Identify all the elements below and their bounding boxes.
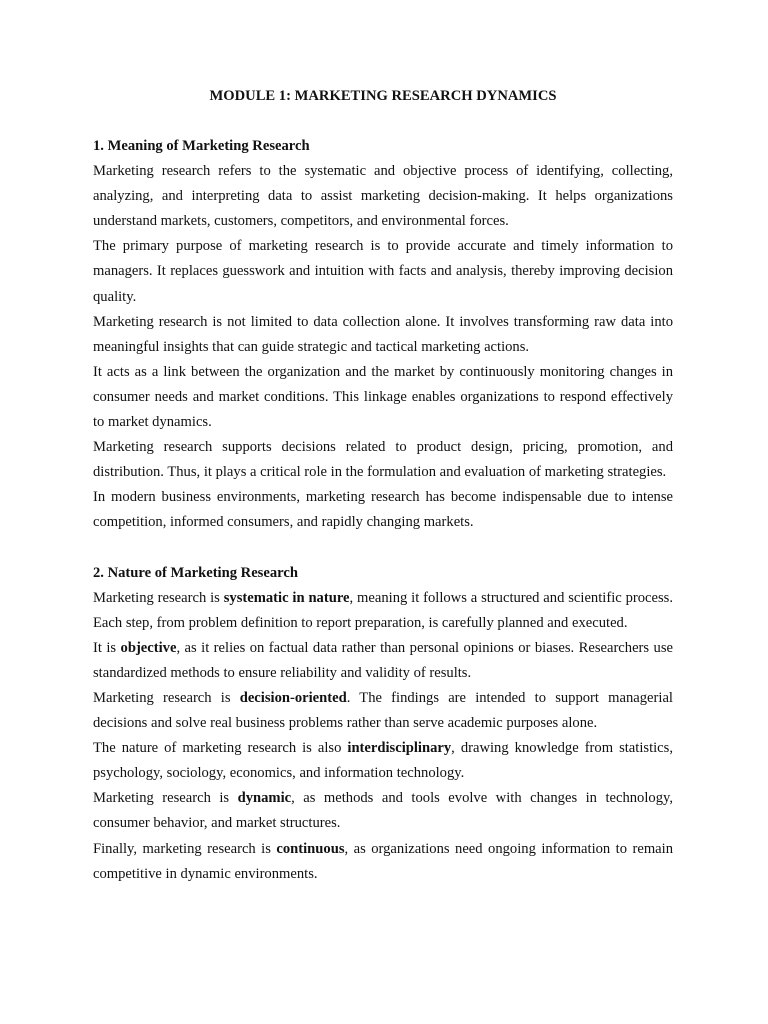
- text-run: , as it relies on factual data rather than personal opinions or biases. Researchers use standardized methods to ensure reliability and validity of results.: [93, 639, 673, 681]
- paragraph: [93, 686, 673, 736]
- text-run: It acts as a link between the organization and the market by continuously monitoring changes in consumer needs and market conditions. This linkage enables organizations to respond effectively to market dynamics.: [93, 363, 673, 431]
- paragraph: [93, 159, 673, 234]
- section-heading: 1. Meaning of Marketing Research: [93, 138, 310, 154]
- text-run: Marketing research supports decisions related to product design, pricing, promotion, and distribution. Thus, it plays a critical role in the formulation and evaluation of marketing strategies.: [93, 439, 673, 481]
- bold-term: decision-oriented: [239, 689, 347, 706]
- text-run: , as organizations need ongoing information to remain competitive in dynamic environments.: [93, 840, 673, 882]
- text-run: , drawing knowledge from statistics, psychology, sociology, economics, and information technology.: [93, 740, 673, 782]
- section-heading: 2. Nature of Marketing Research: [93, 564, 298, 581]
- bold-term: continuous: [276, 840, 345, 857]
- text-run: Marketing research is: [93, 790, 238, 807]
- section-nature: [93, 561, 673, 887]
- text-run: , as methods and tools evolve with changes in technology, consumer behavior, and market structures.: [93, 790, 673, 832]
- text-run: . The findings are intended to support managerial decisions and solve real business problems rather than serve academic purposes alone.: [93, 689, 673, 732]
- text-run: In modern business environments, marketing research has become indispensable due to intense competition, informed consumers, and rapidly changing markets.: [93, 489, 673, 531]
- paragraph: [93, 360, 673, 435]
- text-run: Marketing research refers to the systematic and objective process of identifying, collecting, analyzing, and interpreting data to assist marketing decision-making. It helps organizations understand markets, customers, competitors, and environmental forces.: [93, 163, 673, 230]
- paragraph: [93, 786, 673, 836]
- paragraph: [93, 234, 673, 309]
- bold-term: objective: [120, 639, 177, 656]
- text-run: The primary purpose of marketing research is to provide accurate and timely information to managers. It replaces guesswork and intuition with facts and analysis, thereby improving decision quality.: [93, 238, 673, 305]
- paragraph: [93, 837, 673, 887]
- section-body: [93, 586, 673, 887]
- text-run: Marketing research is not limited to data collection alone. It involves transforming raw data into meaningful insights that can guide strategic and tactical marketing actions.: [93, 313, 673, 355]
- paragraph: [93, 736, 673, 786]
- section-meaning: [93, 134, 673, 536]
- text-run: It is: [93, 639, 121, 656]
- document-page: [93, 84, 673, 887]
- paragraph: [93, 435, 673, 485]
- document-title: MODULE 1: MARKETING RESEARCH DYNAMICS: [209, 88, 557, 104]
- text-run: Finally, marketing research is: [93, 840, 277, 857]
- text-run: Marketing research is: [93, 689, 240, 706]
- paragraph: [93, 310, 673, 360]
- text-run: Marketing research is: [93, 589, 224, 606]
- section-body: [93, 159, 673, 535]
- paragraph: [93, 636, 673, 686]
- text-run: , meaning it follows a structured and scientific process. Each step, from problem definition to report preparation, is carefully planned and executed.: [93, 589, 673, 631]
- bold-term: dynamic: [237, 790, 292, 807]
- bold-term: interdisciplinary: [347, 740, 452, 757]
- bold-term: systematic in nature: [223, 589, 350, 606]
- paragraph: [93, 485, 673, 535]
- text-run: The nature of marketing research is also: [93, 740, 348, 757]
- paragraph: [93, 586, 673, 636]
